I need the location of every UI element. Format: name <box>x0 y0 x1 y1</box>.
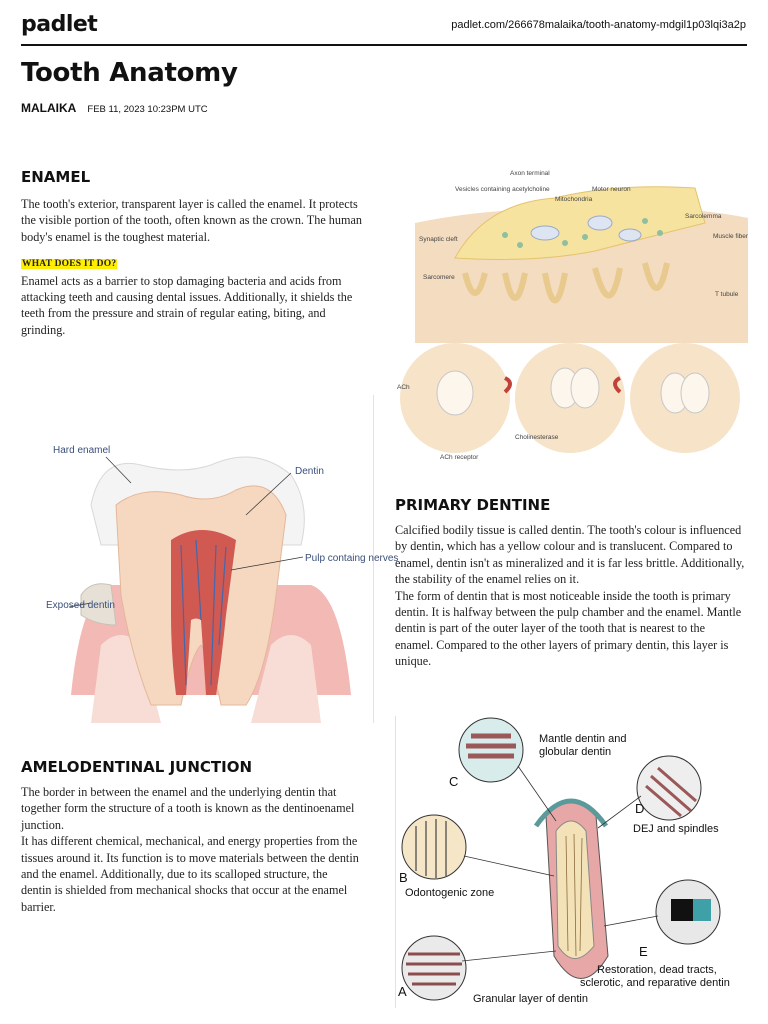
label-sarcolemma: Sarcolemma <box>685 213 722 220</box>
post-meta <box>21 101 208 115</box>
page-title: Tooth Anatomy <box>21 58 238 88</box>
label-granular-layer: Granular layer of dentin <box>473 993 588 1005</box>
label-mantle-dentin-line1: Mantle dentin and <box>539 733 627 745</box>
enamel-paragraph-1: The tooth's exterior, transparent layer is called the enamel. It protects the visible portion of the tooth, often known as the crown. The human body's enamel is the toughest material. <box>21 197 362 244</box>
label-mantle-dentin-line2: globular dentin <box>539 746 612 758</box>
label-b: B <box>399 870 408 885</box>
label-pulp: Pulp containg nerves <box>305 553 399 564</box>
enamel-body <box>21 196 366 338</box>
tooth-diagram-image <box>21 395 399 723</box>
label-odontogenic-zone: Odontogenic zone <box>405 887 495 899</box>
primary-dentine-paragraph-2: The form of dentin that is most noticeable inside the tooth is primary dentin. It is halfway between the pulp chamber and the enamel. Mantle dentin is part of the outer layer of the tooth that is nearest to the enamel. Compared to the other layers of primary dentin, this layer is unique. <box>395 588 742 669</box>
label-dej-spindles: DEJ and spindles <box>633 823 719 835</box>
author-name[interactable]: MALAIKA <box>21 101 77 115</box>
label-ach: ACh <box>397 384 410 391</box>
label-exposed-dentin: Exposed dentin <box>46 600 115 611</box>
enamel-heading: ENAMEL <box>21 168 91 186</box>
label-synaptic-cleft: Synaptic cleft <box>419 236 458 243</box>
primary-dentine-paragraph-1: Calcified bodily tissue is called dentin. The tooth's colour is influenced by dentin, which has a yellow colour and is translucent. Compared to enamel, dentin isn't as mineralized and it is far less brittle. Additionally, the stability of the enamel relies on it. <box>395 523 745 587</box>
label-mitochondria: Mitochondria <box>555 196 593 203</box>
label-ach-receptor: ACh receptor <box>440 454 479 461</box>
label-muscle-fiber: Muscle fiber <box>713 233 749 240</box>
amelodentinal-paragraph-1: The border in between the enamel and the underlying dentin that together form the structure of a tooth is known as the dentinoenamel junction. <box>21 785 355 832</box>
label-hard-enamel: Hard enamel <box>53 445 111 456</box>
post-date: FEB 11, 2023 10:23PM UTC <box>87 104 208 115</box>
label-c: C <box>449 774 459 789</box>
primary-dentine-heading: PRIMARY DENTINE <box>395 496 551 514</box>
label-restoration-line2: sclerotic, and reparative dentin <box>580 977 730 989</box>
label-d: D <box>635 801 645 816</box>
label-cholinesterase: Cholinesterase <box>515 434 559 441</box>
amelodentinal-paragraph-2: It has different chemical, mechanical, and energy properties from the tissues around it. Its function is to move materials between the dentin and the enamel. Additionally, due to its scalloped structure, the dentin is shielded from mechanical shocks that occur at the enamel barrier. <box>21 834 359 914</box>
neuromuscular-junction-image <box>395 163 748 463</box>
padlet-logo[interactable]: padlet <box>21 12 98 37</box>
dentin-layers-image <box>395 716 749 1008</box>
primary-dentine-body <box>395 522 745 670</box>
label-vesicles: Vesicles containing acetylcholine <box>455 186 550 193</box>
amelodentinal-body <box>21 784 361 915</box>
label-sarcomere: Sarcomere <box>423 274 455 281</box>
label-axon-terminal: Axon terminal <box>510 170 550 177</box>
amelodentinal-heading: AMELODENTINAL JUNCTION <box>21 758 253 776</box>
label-motor-neuron: Motor neuron <box>592 186 631 193</box>
header-divider <box>21 44 747 46</box>
label-e: E <box>639 944 648 959</box>
label-dentin: Dentin <box>295 466 324 477</box>
page-url[interactable]: padlet.com/266678malaika/tooth-anatomy-mdgil1p03lqi3a2p <box>451 19 746 31</box>
label-restoration-line1: Restoration, dead tracts, <box>597 964 717 976</box>
label-a: A <box>398 984 407 999</box>
what-does-it-do-highlight: WHAT DOES IT DO? <box>22 259 117 270</box>
label-t-tubule: T tubule <box>715 291 739 298</box>
enamel-paragraph-2: Enamel acts as a barrier to stop damaging bacteria and acids from attacking teeth and causing dental issues. Additionally, it shields the teeth from the pressure and strain of regular eating, biting, and grinding. <box>21 273 353 337</box>
